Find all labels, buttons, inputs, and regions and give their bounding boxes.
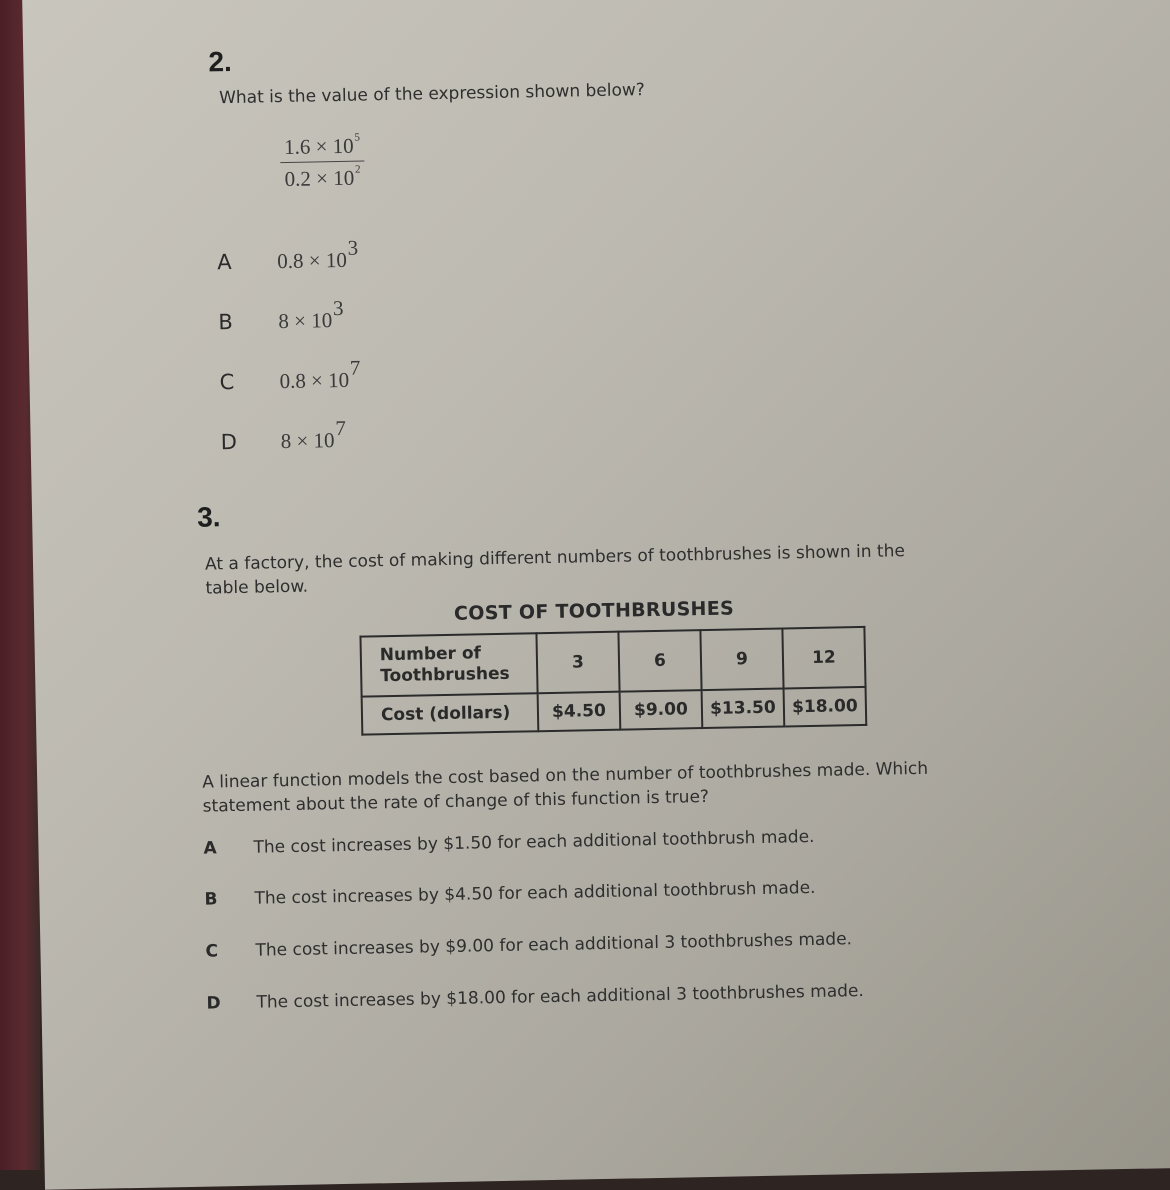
choice-exponent: 7 [349, 355, 361, 380]
choice-coefficient: 8 × 10 [280, 428, 335, 454]
q3-choice-d[interactable] [206, 981, 864, 1014]
cost-table [359, 626, 867, 736]
question-3-intro-line2: table below. [205, 576, 309, 599]
choice-letter: C [219, 370, 235, 395]
table-row-number [360, 627, 865, 697]
choice-coefficient: 0.8 × 10 [277, 247, 348, 274]
choice-letter: B [204, 889, 218, 910]
q3-choice-a[interactable] [203, 827, 814, 859]
denominator-coefficient: 0.2 × 10 [284, 165, 355, 191]
denominator-exponent: 2 [354, 163, 361, 176]
numerator-coefficient: 1.6 × 10 [283, 133, 354, 159]
choice-exponent: 3 [347, 235, 359, 260]
choice-text: The cost increases by $18.00 for each additional 3 toothbrushes made. [256, 981, 865, 1013]
q2-choice-a[interactable] [217, 236, 359, 276]
expression-denominator [280, 161, 365, 192]
choice-letter: B [218, 310, 234, 335]
choice-coefficient: 8 × 10 [278, 308, 333, 334]
question-2-prompt: What is the value of the expression shown below? [218, 80, 646, 109]
choice-letter: A [217, 250, 232, 275]
q3-choice-c[interactable] [205, 929, 852, 961]
table-cell: 9 [700, 629, 783, 691]
question-2-number: 2. [208, 45, 233, 78]
choice-text: The cost increases by $4.50 for each additional toothbrush made. [254, 877, 816, 909]
question-3-prompt-line1: A linear function models the cost based on the number of toothbrushes made. Which [202, 758, 929, 793]
question-3-number: 3. [196, 501, 221, 533]
q3-choice-b[interactable] [204, 878, 815, 910]
choice-letter: D [206, 993, 221, 1014]
choice-letter: C [205, 941, 219, 962]
expression-numerator [280, 131, 365, 163]
table-cell: $4.50 [538, 692, 621, 732]
table-cell: 12 [782, 627, 865, 689]
table-cell: 6 [618, 630, 701, 692]
choice-exponent: 3 [332, 295, 344, 321]
table-cell: $18.00 [784, 687, 867, 727]
choice-letter: A [203, 838, 217, 859]
row-header-line1: Number of [379, 643, 482, 666]
table-cell: 3 [536, 632, 619, 694]
row-header-line2: Toothbrushes [380, 663, 510, 687]
numerator-exponent: 5 [354, 131, 361, 144]
cost-table-wrapper [359, 626, 867, 736]
worksheet-page [22, 0, 1170, 1190]
table-title: COST OF TOOTHBRUSHES [453, 597, 735, 625]
question-2-expression [280, 131, 365, 192]
question-3-intro [205, 535, 1106, 600]
row-header-number [360, 633, 537, 696]
q2-choice-c[interactable] [219, 356, 361, 396]
choice-letter: D [220, 429, 238, 455]
question-3-prompt [202, 753, 1123, 819]
row-header-cost: Cost (dollars) [362, 693, 539, 734]
choice-exponent: 7 [335, 415, 347, 441]
choice-text: The cost increases by $1.50 for each additional toothbrush made. [253, 826, 815, 858]
question-3-prompt-line2: statement about the rate of change of this function is true? [202, 786, 710, 817]
question-3-intro-line1: At a factory, the cost of making different numbers of toothbrushes is shown in the [204, 541, 906, 575]
table-cell: $13.50 [702, 689, 785, 729]
choice-coefficient: 0.8 × 10 [279, 367, 350, 394]
q2-choice-b[interactable] [218, 296, 344, 335]
choice-text: The cost increases by $9.00 for each additional 3 toothbrushes made. [255, 929, 853, 961]
table-cell: $9.00 [620, 690, 703, 730]
q2-choice-d[interactable] [220, 416, 346, 455]
